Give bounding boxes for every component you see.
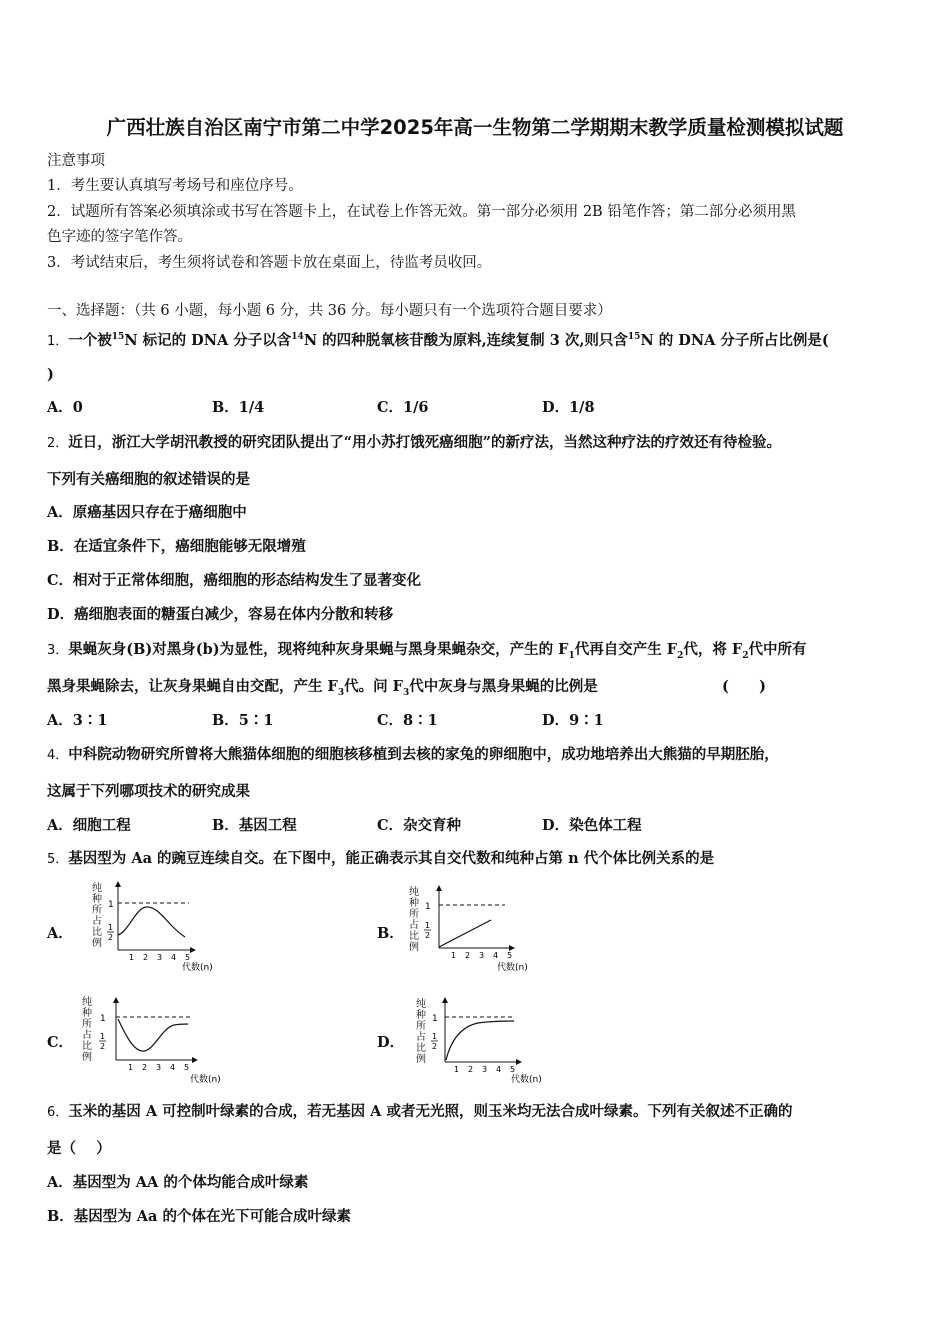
q6-option-b: B．基因型为 Aa 的个体在光下可能合成叶绿素 (47, 1208, 351, 1225)
q1-text: N 的四种脱氧核苷酸为原料,连续复制 3 次,则只含 (303, 331, 628, 349)
q4-option-b: B．基因工程 (212, 817, 297, 834)
question-4 (47, 746, 779, 765)
svg-text:例: 例 (416, 1054, 426, 1065)
svg-text:种: 种 (409, 898, 419, 909)
svg-text:2: 2 (142, 1063, 148, 1072)
y-tick-half-num: 1 (108, 923, 114, 932)
x-axis-arrow (516, 1059, 522, 1065)
question-number: 1． (47, 333, 69, 349)
svg-text:纯: 纯 (409, 887, 419, 898)
x-axis-label: 代数(n) (511, 1075, 542, 1085)
graph-label-a: A． (47, 925, 73, 942)
svg-text:例: 例 (82, 1052, 92, 1063)
svg-text:5: 5 (184, 1063, 190, 1072)
question-2 (47, 434, 781, 453)
svg-text:比: 比 (409, 931, 419, 942)
q2-option-d: D．癌细胞表面的糖蛋白减少，容易在体内分散和转移 (47, 606, 394, 623)
notice-item-3: 3．考试结束后，考生须将试卷和答题卡放在桌面上，待监考员收回。 (47, 255, 492, 271)
svg-text:1: 1 (128, 1063, 134, 1072)
x-ticks (129, 953, 190, 962)
graph-a (84, 880, 234, 972)
svg-text:所: 所 (416, 1021, 426, 1032)
svg-text:2: 2 (465, 951, 471, 960)
q1-option-b: B．1/4 (212, 399, 265, 416)
svg-text:2: 2 (468, 1065, 474, 1074)
svg-text:4: 4 (171, 953, 177, 962)
svg-text:1: 1 (454, 1065, 460, 1074)
y-axis-arrow (115, 881, 121, 887)
curve (118, 1019, 188, 1051)
graph-b (405, 884, 555, 976)
q3-option-a: A．3∶1 (47, 712, 108, 729)
subscript: 3 (337, 687, 345, 698)
y-axis-arrow (113, 997, 119, 1003)
svg-text:1: 1 (129, 953, 135, 962)
question-6-cont: 是（ ） (47, 1140, 111, 1157)
question-1 (47, 328, 829, 351)
q1-option-a: A．0 (47, 399, 83, 416)
q3-text: 黑身果蝇除去，让灰身果蝇自由交配，产生 F (47, 678, 338, 695)
y-tick-1: 1 (425, 902, 431, 912)
q4-option-c: C．杂交育种 (377, 817, 462, 834)
svg-text:5: 5 (185, 953, 191, 962)
subscript: 3 (402, 687, 410, 698)
svg-text:3: 3 (482, 1065, 488, 1074)
q1-text: 一个被 (68, 331, 112, 349)
q3-option-c: C．8∶1 (377, 712, 438, 729)
question-2-cont: 下列有关癌细胞的叙述错误的是 (47, 471, 250, 488)
svg-text:所: 所 (92, 905, 102, 916)
question-number: 4． (47, 748, 69, 763)
y-axis-label (409, 885, 419, 953)
q4-text: 中科院动物研究所曾将大熊猫体细胞的细胞核移植到去核的家兔的卵细胞中，成功地培养出大熊猫的早期胚胎， (68, 746, 779, 763)
x-ticks (451, 951, 512, 960)
svg-text:3: 3 (156, 1063, 162, 1072)
question-4-cont: 这属于下列哪项技术的研究成果 (47, 783, 250, 800)
svg-text:4: 4 (496, 1065, 502, 1074)
q1-text: N 标记的 DNA 分子以含 (124, 331, 292, 349)
subscript: 1 (568, 650, 575, 661)
x-axis-arrow (192, 1057, 198, 1063)
q1-option-c: C．1/6 (377, 399, 429, 416)
svg-text:1: 1 (451, 951, 457, 960)
graph-c (78, 994, 243, 1086)
question-5 (47, 850, 714, 869)
graph-label-d: D． (377, 1034, 405, 1051)
notice-heading: 注意事项 (47, 153, 105, 169)
svg-text:占: 占 (92, 916, 102, 927)
svg-text:纯: 纯 (92, 883, 102, 894)
y-tick-1: 1 (108, 900, 114, 910)
svg-text:占: 占 (416, 1032, 426, 1043)
svg-text:3: 3 (157, 953, 163, 962)
svg-text:例: 例 (92, 938, 102, 949)
q3-text: 代。问 F (344, 678, 403, 695)
question-number: 2． (47, 436, 69, 451)
graph-d (412, 996, 567, 1088)
svg-text:5: 5 (510, 1065, 516, 1074)
svg-text:所: 所 (409, 909, 419, 920)
curve (118, 907, 185, 937)
q2-text: 近日，浙江大学胡汛教授的研究团队提出了“用小苏打饿死癌细胞”的新疗法，当然这种疗法的疗效还有待检验。 (68, 434, 781, 451)
x-axis-label: 代数(n) (190, 1075, 221, 1085)
svg-text:纯: 纯 (82, 997, 92, 1008)
section-heading: 一、选择题：（共 6 小题，每小题 6 分，共 36 分。每小题只有一个选项符合题目要求） (47, 303, 612, 319)
question-6 (47, 1103, 792, 1122)
svg-text:占: 占 (82, 1030, 92, 1041)
y-tick-half-den: 2 (100, 1042, 106, 1051)
notice-item-2: 2．试题所有答案必须填涂或书写在答题卡上，在试卷上作答无效。第一部分必须用 2B 铅笔作答；第二部分必须用黑 (47, 204, 796, 220)
y-tick-1: 1 (100, 1014, 106, 1024)
svg-text:所: 所 (82, 1019, 92, 1030)
y-axis-arrow (436, 885, 442, 891)
q2-option-b: B．在适宜条件下，癌细胞能够无限增殖 (47, 538, 306, 555)
y-tick-1: 1 (432, 1014, 438, 1024)
x-ticks (128, 1063, 189, 1072)
question-1-cont: ) (47, 366, 54, 383)
svg-text:种: 种 (82, 1008, 92, 1019)
question-3 (47, 641, 806, 665)
svg-text:4: 4 (493, 951, 499, 960)
svg-text:比: 比 (82, 1041, 92, 1052)
y-tick-half-den: 2 (432, 1042, 438, 1051)
q3-option-b: B．5∶1 (212, 712, 274, 729)
x-ticks (454, 1065, 515, 1074)
page-title: 广西壮族自治区南宁市第二中学2025年高一生物第二学期期末教学质量检测模拟试题 (106, 116, 844, 139)
subscript: 2 (742, 650, 749, 661)
question-number: 6． (47, 1105, 69, 1120)
x-axis-label: 代数(n) (497, 963, 528, 973)
isotope-sup: 14 (291, 332, 304, 342)
curve (446, 1021, 514, 1060)
svg-text:占: 占 (409, 920, 419, 931)
svg-text:2: 2 (143, 953, 149, 962)
y-tick-half-num: 1 (100, 1032, 106, 1041)
y-tick-half-den: 2 (108, 933, 114, 942)
q3-text: 代，将 F (683, 641, 743, 658)
svg-text:种: 种 (416, 1010, 426, 1021)
q2-option-c: C．相对于正常体细胞，癌细胞的形态结构发生了显著变化 (47, 572, 422, 589)
isotope-sup: 15 (111, 332, 125, 342)
x-axis-arrow (190, 947, 196, 953)
question-number: 3． (47, 643, 69, 658)
y-tick-half-num: 1 (432, 1032, 438, 1041)
svg-text:比: 比 (92, 927, 102, 938)
q5-text: 基因型为 Aa 的豌豆连续自交。在下图中，能正确表示其自交代数和纯种占第 n 代个体比例关系的是 (68, 850, 715, 867)
question-number: 5． (47, 852, 69, 867)
y-axis-label (82, 995, 92, 1063)
notice-item-1: 1．考生要认真填写考场号和座位序号。 (47, 178, 303, 194)
q3-option-d: D．9∶1 (542, 712, 604, 729)
question-3-cont (47, 678, 598, 702)
y-axis-label (416, 997, 426, 1065)
q4-option-a: A．细胞工程 (47, 817, 131, 834)
svg-text:4: 4 (170, 1063, 176, 1072)
q3-text: 代中灰身与黑身果蝇的比例是 (409, 678, 598, 695)
answer-parentheses: ( ) (722, 678, 767, 695)
q1-text: N 的 DNA 分子所占比例是( (640, 331, 829, 349)
y-tick-half-den: 2 (425, 931, 431, 940)
svg-text:5: 5 (507, 951, 513, 960)
curve (439, 920, 491, 947)
q3-text: 代再自交产生 F (574, 641, 678, 658)
svg-text:种: 种 (92, 894, 102, 905)
q3-text: 代中所有 (748, 641, 807, 658)
subscript: 2 (677, 650, 684, 661)
isotope-sup: 15 (627, 332, 641, 342)
svg-text:比: 比 (416, 1043, 426, 1054)
q4-option-d: D．染色体工程 (542, 817, 642, 834)
graph-label-c: C． (47, 1034, 74, 1051)
q6-option-a: A．基因型为 AA 的个体均能合成叶绿素 (47, 1174, 309, 1191)
y-tick-half-num: 1 (425, 921, 431, 930)
q2-option-a: A．原癌基因只存在于癌细胞中 (47, 504, 247, 521)
q6-text: 玉米的基因 A 可控制叶绿素的合成，若无基因 A 或者无光照，则玉米均无法合成叶绿素。下列有关叙述不正确的 (68, 1103, 793, 1120)
x-axis-label: 代数(n) (182, 963, 213, 972)
svg-text:3: 3 (479, 951, 485, 960)
q1-option-d: D．1/8 (542, 399, 595, 416)
y-axis-label (92, 881, 102, 949)
svg-text:例: 例 (409, 942, 419, 953)
y-axis-arrow (442, 997, 448, 1003)
svg-text:纯: 纯 (416, 999, 426, 1010)
notice-item-2-cont: 色字迹的签字笔作答。 (47, 229, 192, 245)
q3-text: 果蝇灰身(B)对黑身(b)为显性，现将纯种灰身果蝇与黑身果蝇杂交，产生的 F (68, 641, 569, 658)
graph-label-b: B． (377, 925, 404, 942)
